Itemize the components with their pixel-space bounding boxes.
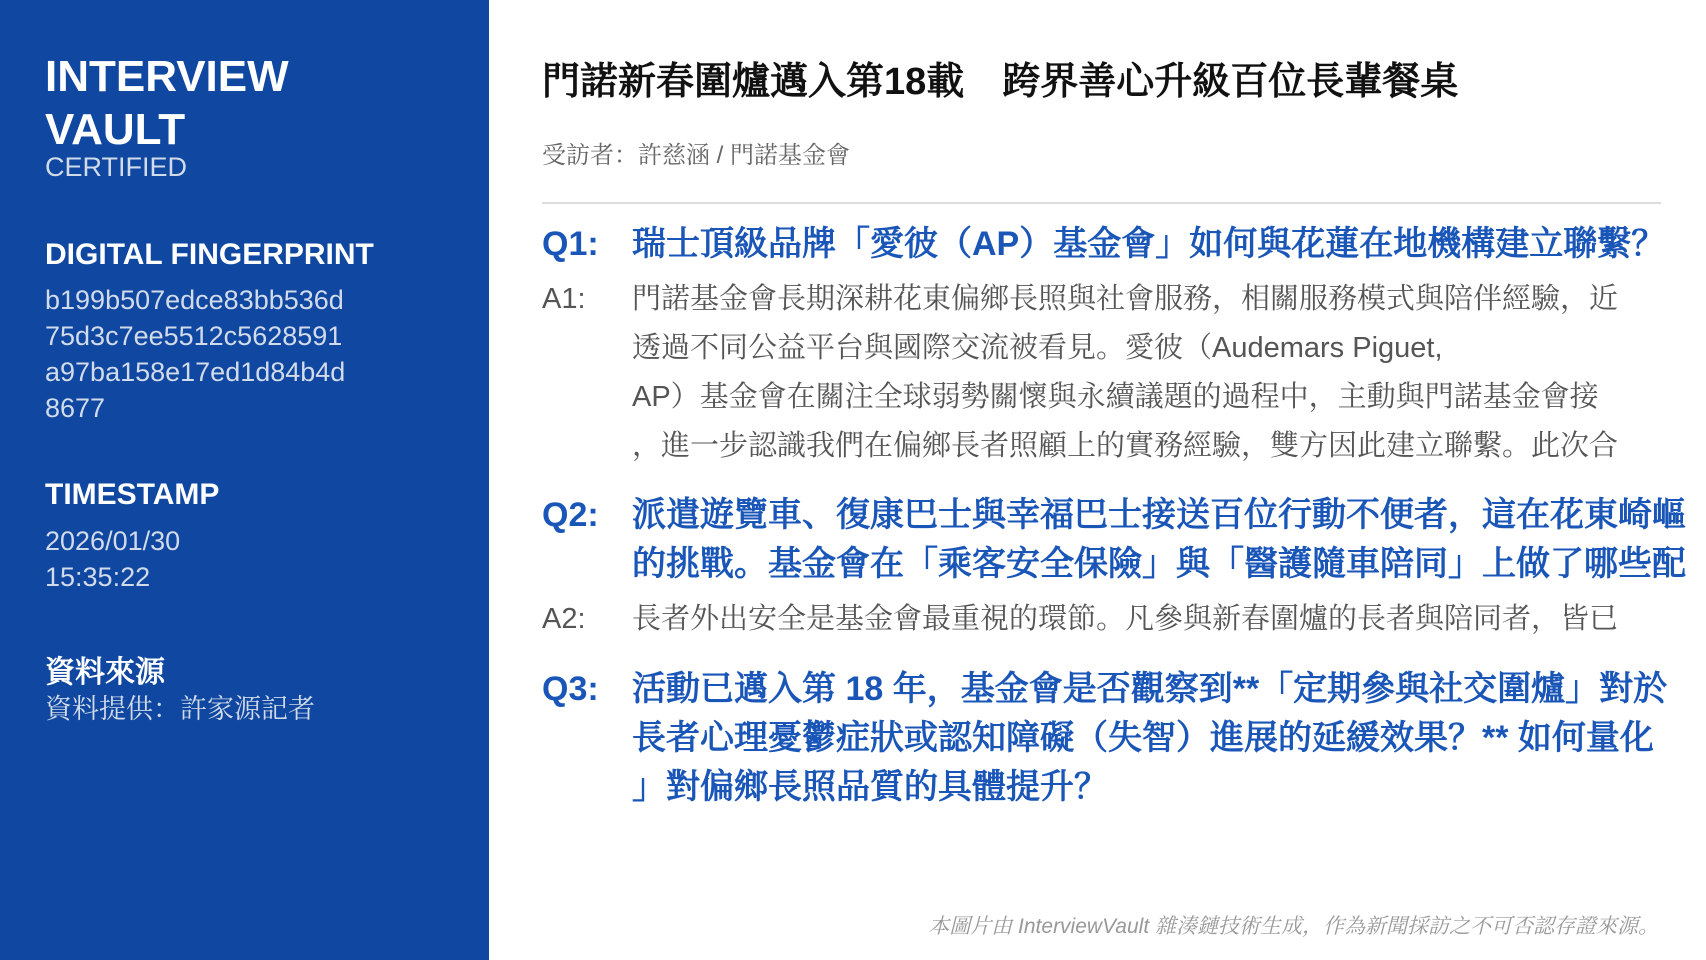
fingerprint-line: 75d3c7ee5512c5628591 — [45, 321, 343, 351]
answer-text-line: 門諾基金會長期深耕花東偏鄉長照與社會服務，相關服務模式與陪伴經驗，近 — [632, 283, 1619, 315]
fingerprint-line: b199b507edce83bb536d — [45, 285, 344, 315]
question-text-line: 派遣遊覽車、復康巴士與幸福巴士接送百位行動不便者，這在花東崎嶇 — [632, 496, 1686, 534]
question-text-line: 活動已邁入第 18 年，基金會是否觀察到**「定期參與社交圍爐」對於 — [632, 670, 1668, 708]
brand-logo — [45, 50, 289, 156]
brand-line-2: VAULT — [45, 105, 186, 154]
fingerprint-line: a97ba158e17ed1d84b4d — [45, 357, 346, 387]
fingerprint-heading: DIGITAL FINGERPRINT — [45, 238, 374, 271]
question-text-line: 瑞士頂級品牌「愛彼（AP）基金會」如何與花蓮在地機構建立聯繫？ — [632, 225, 1666, 263]
sidebar — [0, 0, 489, 960]
timestamp-time: 15:35:22 — [45, 562, 151, 592]
text-lines — [632, 595, 1618, 644]
answer-text-line: 透過不同公益平台與國際交流被看見。愛彼（Audemars Piguet, — [632, 332, 1443, 364]
certified-label: CERTIFIED — [45, 152, 188, 182]
question-text-line: 」對偏鄉長照品質的具體提升？ — [632, 768, 1108, 806]
interviewee: 受訪者：許慈涵 / 門諾基金會 — [542, 142, 851, 169]
timestamp-date: 2026/01/30 — [45, 526, 181, 556]
divider — [542, 202, 1661, 204]
question-text-line: 的挑戰。基金會在「乘客安全保險」與「醫護隨車陪同」上做了哪些配 — [632, 545, 1686, 583]
brand-line-1: INTERVIEW — [45, 52, 289, 101]
question-text-line: 長者心理憂鬱症狀或認知障礙（失智）進展的延緩效果？** 如何量化 — [632, 719, 1654, 757]
answer-text-line: 長者外出安全是基金會最重視的環節。凡參與新春圍爐的長者與陪同者，皆已 — [632, 603, 1619, 635]
answer-text-line: ，進一步認識我們在偏鄉長者照顧上的實務經驗，雙方因此建立聯繫。此次合 — [632, 430, 1619, 462]
text-lines — [632, 220, 1665, 269]
text-lines — [632, 275, 1618, 471]
main-content — [489, 0, 1706, 960]
question-label: Q1: — [542, 225, 599, 263]
answer-label: A2: — [542, 603, 586, 635]
answer-text-line: AP）基金會在關注全球弱勢關懷與永續議題的過程中，主動與門諾基金會接 — [632, 381, 1599, 413]
footer-note: 本圖片由 InterviewVault 雜湊鏈技術生成，作為新聞採訪之不可否認存證來源。 — [928, 915, 1659, 938]
fingerprint-line: 8677 — [45, 393, 106, 423]
text-lines — [632, 491, 1686, 589]
fingerprint-value — [45, 282, 345, 426]
answer-label: A1: — [542, 283, 586, 315]
timestamp-heading: TIMESTAMP — [45, 478, 220, 511]
question-label: Q3: — [542, 670, 599, 708]
page-title: 門諾新春圍爐邁入第18載 跨界善心升級百位長輩餐桌 — [542, 61, 1459, 103]
source-value: 資料提供：許家源記者 — [45, 694, 315, 724]
text-lines — [632, 665, 1667, 812]
timestamp-value — [45, 523, 180, 595]
question-label: Q2: — [542, 496, 599, 534]
source-heading: 資料來源 — [45, 656, 165, 689]
